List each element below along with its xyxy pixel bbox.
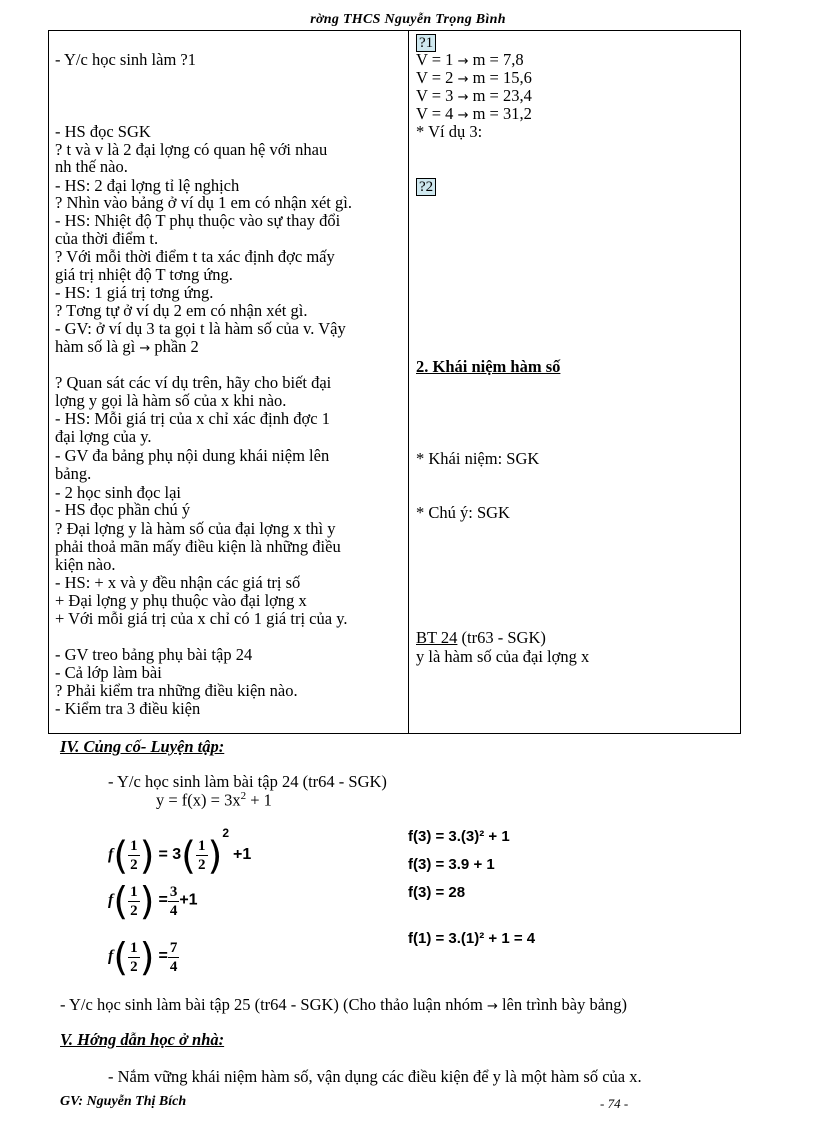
left-line: - HS: Nhiệt độ T phụ thuộc vào sự thay đổi bbox=[55, 211, 341, 230]
bt24-answer: y là hàm số của đại lợng x bbox=[416, 647, 590, 666]
calc-f1-line: f(1) = 3.(1)² + 1 = 4 bbox=[408, 930, 536, 947]
value-row: V = 3 → m = 23,4 bbox=[416, 86, 532, 105]
left-line: - GV treo bảng phụ bài tập 24 bbox=[55, 645, 253, 664]
left-line: - 2 học sinh đọc lại bbox=[55, 483, 182, 502]
left-line: ? t và v là 2 đại lợng có quan hệ với nhau bbox=[55, 140, 328, 159]
calc-step-3: f( $\frac{1}{2}$ ) = $\frac{7}{4}$ bbox=[108, 935, 178, 979]
left-line: - Y/c học sinh làm ?1 bbox=[55, 50, 196, 69]
section4-task25: - Y/c học sinh làm bài tập 25 (tr64 - SGK) (Cho thảo luận nhóm → lên trình bày bảng) bbox=[60, 995, 628, 1014]
left-line: + Đại lợng y phụ thuộc vào đại lợng x bbox=[55, 591, 307, 610]
content-column bbox=[409, 31, 741, 734]
lesson-table bbox=[48, 30, 741, 734]
left-line: - Cả lớp làm bài bbox=[55, 663, 162, 682]
section5-line1: - Nắm vững khái niệm hàm số, vận dụng các điều kiện để y là một hàm số của x. bbox=[108, 1067, 642, 1086]
arrow-icon: → bbox=[457, 54, 469, 69]
calc-f3-line2: f(3) = 3.9 + 1 bbox=[408, 856, 495, 873]
left-line: ? Đại lợng y là hàm số của đại lợng x thì y bbox=[55, 519, 336, 538]
left-line: ? Phải kiểm tra những điều kiện nào. bbox=[55, 681, 298, 700]
left-line: - HS đọc SGK bbox=[55, 122, 151, 141]
footer-page-number: - 74 - bbox=[600, 1096, 629, 1111]
value-row: V = 1 → m = 7,8 bbox=[416, 50, 524, 69]
calc-step-2: f( $\frac{1}{2}$ ) = $\frac{3}{4}$ +1 bbox=[108, 879, 198, 923]
arrow-icon: → bbox=[486, 999, 498, 1014]
left-line-text: hàm số là gì bbox=[55, 337, 136, 356]
section5-title: V. Hớng dẫn học ở nhà: bbox=[60, 1030, 225, 1049]
calc-f3-line1: f(3) = 3.(3)² + 1 bbox=[408, 828, 510, 845]
left-line bbox=[55, 338, 199, 357]
left-line: của thời điểm t. bbox=[55, 229, 159, 248]
left-line: nh thế nào. bbox=[55, 157, 128, 176]
left-line: - HS đọc phần chú ý bbox=[55, 500, 191, 519]
left-line: - HS: 2 đại lợng tỉ lệ nghịch bbox=[55, 176, 240, 195]
left-line: giá trị nhiệt độ T tơng ứng. bbox=[55, 265, 233, 284]
left-line: lợng y gọi là hàm số của x khi nào. bbox=[55, 391, 287, 410]
q2-label: ?2 bbox=[416, 177, 436, 196]
example3-label: * Ví dụ 3: bbox=[416, 122, 483, 141]
teacher-student-activity-column bbox=[49, 31, 409, 734]
left-line: - HS: 1 giá trị tơng ứng. bbox=[55, 283, 214, 302]
footer-teacher: GV: Nguyễn Thị Bích bbox=[60, 1094, 187, 1109]
concept-line: * Khái niệm: SGK bbox=[416, 449, 540, 468]
left-line: kiện nào. bbox=[55, 555, 116, 574]
left-line: - HS: + x và y đều nhận các giá trị số bbox=[55, 573, 301, 592]
left-line: ? Nhìn vào bảng ở ví dụ 1 em có nhận xét gì. bbox=[55, 193, 352, 212]
section2-title: 2. Khái niệm hàm số bbox=[416, 357, 561, 376]
arrow-icon: → bbox=[457, 90, 469, 105]
left-line: - Kiểm tra 3 điều kiện bbox=[55, 699, 201, 718]
arrow-icon: → bbox=[457, 72, 469, 87]
section4-task: - Y/c học sinh làm bài tập 24 (tr64 - SGK) bbox=[108, 772, 387, 791]
left-line: - GV: ở ví dụ 3 ta gọi t là hàm số của v. Vậy bbox=[55, 319, 346, 338]
value-row: V = 4 → m = 31,2 bbox=[416, 104, 532, 123]
function-definition: $y = f(x) = 3x^2 + 1$ bbox=[156, 790, 272, 810]
left-line: ? Với mỗi thời điểm t ta xác định đợc mấy bbox=[55, 247, 335, 266]
arrow-icon: → bbox=[139, 341, 151, 356]
left-line: phải thoả mãn mấy điều kiện là những điều bbox=[55, 537, 341, 556]
left-line: ? Quan sát các ví dụ trên, hãy cho biết đại bbox=[55, 373, 332, 392]
calc-step-1: f( $\frac{1}{2}$ ) = 3( $\frac{1}{2}$ )$^2$ +1 bbox=[108, 826, 252, 878]
left-line-text: phần 2 bbox=[154, 337, 199, 356]
bt24-heading: BT 24 (tr63 - SGK) bbox=[416, 628, 546, 647]
left-line: + Với mỗi giá trị của x chỉ có 1 giá trị của y. bbox=[55, 609, 348, 628]
value-row: V = 2 → m = 15,6 bbox=[416, 68, 532, 87]
q1-label: ?1 bbox=[416, 33, 436, 52]
calc-f3-line3: f(3) = 28 bbox=[408, 884, 466, 901]
left-line: bảng. bbox=[55, 464, 92, 483]
section4-title: IV. Củng cố- Luyện tập: bbox=[60, 737, 225, 756]
left-line: đại lợng của y. bbox=[55, 427, 152, 446]
note-line: * Chú ý: SGK bbox=[416, 503, 510, 522]
arrow-icon: → bbox=[457, 108, 469, 123]
page-header: rờng THCS Nguyễn Trọng Bình bbox=[310, 12, 506, 27]
left-line: - HS: Mỗi giá trị của x chỉ xác định đợc 1 bbox=[55, 409, 330, 428]
left-line: - GV đa bảng phụ nội dung khái niệm lên bbox=[55, 446, 330, 465]
left-line: ? Tơng tự ở ví dụ 2 em có nhận xét gì. bbox=[55, 301, 308, 320]
